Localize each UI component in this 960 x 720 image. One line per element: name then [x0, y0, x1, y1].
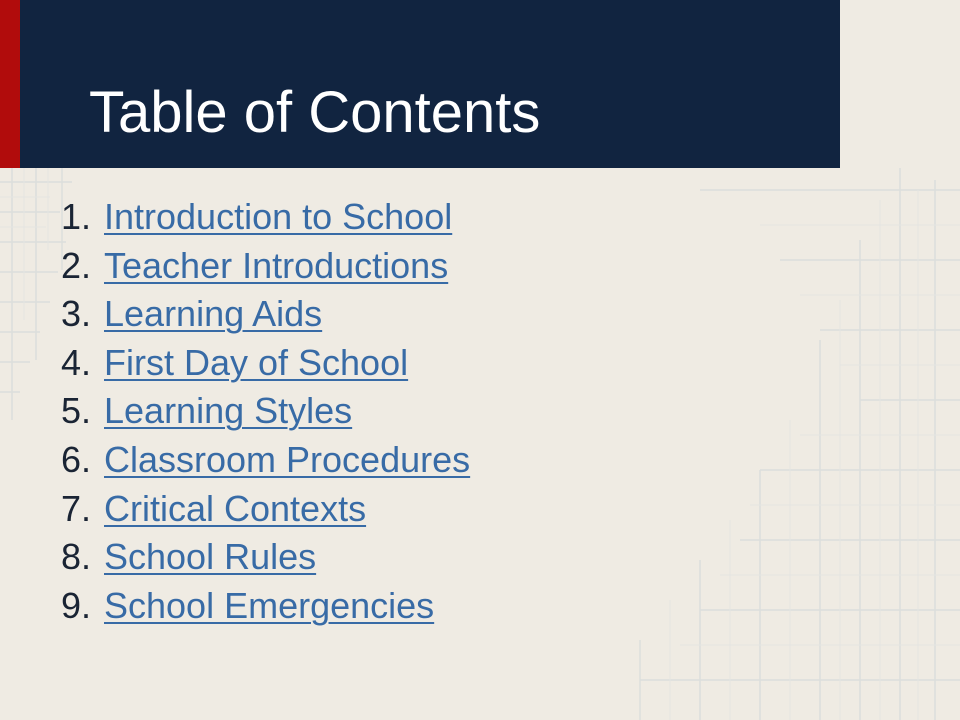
toc-link[interactable]: School Emergencies [104, 584, 435, 626]
toc-item [61, 242, 470, 291]
toc-item [61, 582, 470, 631]
toc-item [61, 485, 470, 534]
toc-link[interactable]: Classroom Procedures [104, 438, 471, 480]
toc-link[interactable]: Introduction to School [104, 196, 453, 237]
slide-title: Table of Contents [89, 80, 541, 145]
toc-item-number: 2. [61, 244, 92, 286]
toc-link[interactable]: Learning Styles [104, 390, 353, 432]
toc-item [61, 290, 470, 339]
toc-item-number: 4. [61, 341, 92, 383]
toc-item [61, 193, 470, 242]
toc-link[interactable]: School Rules [104, 536, 317, 578]
toc-item [61, 533, 470, 582]
toc-item-number: 7. [61, 487, 92, 529]
toc-link[interactable]: Learning Aids [104, 293, 323, 335]
toc-item-number: 9. [61, 584, 92, 626]
toc-item-number: 3. [61, 293, 92, 335]
toc-link[interactable]: Critical Contexts [104, 487, 367, 529]
toc-item-number: 5. [61, 390, 92, 432]
toc-item [61, 436, 470, 485]
toc-link[interactable]: First Day of School [104, 341, 409, 383]
toc-link[interactable]: Teacher Introductions [104, 244, 449, 286]
toc-item-number: 1. [61, 196, 92, 237]
toc-item [61, 339, 470, 388]
toc-item-number: 6. [61, 438, 92, 480]
toc-item [61, 387, 470, 436]
table-of-contents [61, 193, 470, 630]
toc-item-number: 8. [61, 536, 92, 578]
accent-bar [0, 0, 20, 168]
